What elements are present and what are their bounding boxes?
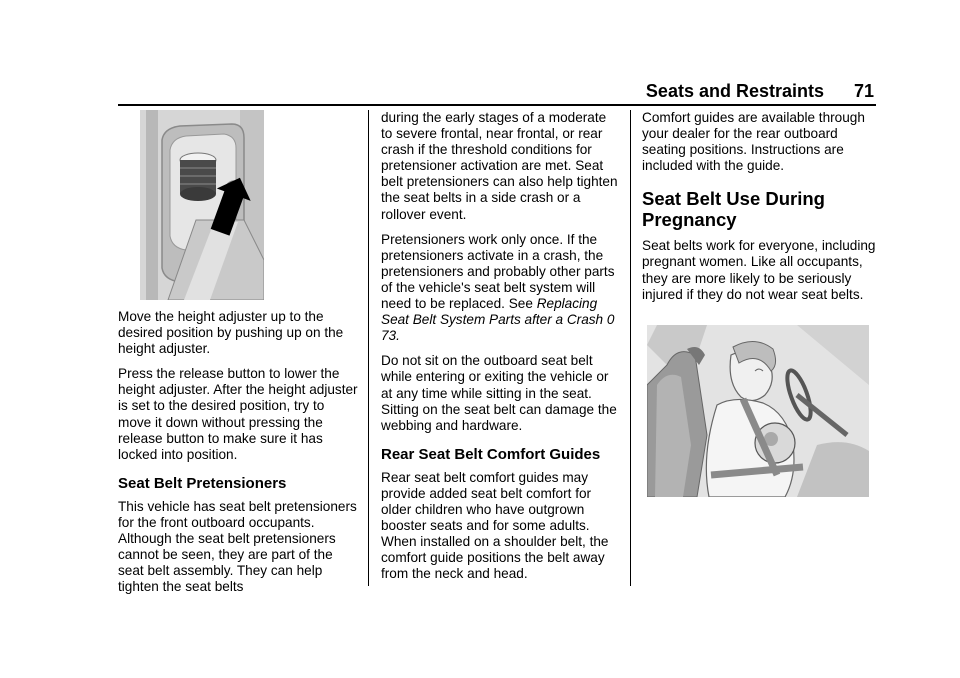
column-divider <box>630 110 631 586</box>
paragraph: This vehicle has seat belt pretensioners for the front outboard occupants. Although the seat belt pretensioners cannot be seen, they are part of the seat belt assembly. They can help tighten the seat belts <box>118 498 357 595</box>
section-heading: Seat Belt Pretensioners <box>118 474 287 492</box>
paragraph: Press the release button to lower the height adjuster. After the height adjuster is set to the desired position, try to move it down without pressing the release button to make sure it has locked into position. <box>118 366 358 462</box>
paragraph-text: Pretensioners work only once. If the pretensioners activate in a crash, the pretensioners and probably other parts of the vehicle's seat belt system will need to be replaced. See <box>381 231 615 312</box>
page-reference: 0 73. <box>381 312 615 344</box>
paragraph <box>381 232 619 345</box>
section-heading: Rear Seat Belt Comfort Guides <box>381 445 601 463</box>
page-header <box>118 80 876 106</box>
column-left <box>118 110 358 604</box>
section-heading: Seat Belt Use During Pregnancy <box>642 188 825 231</box>
pregnant-woman-seat-belt-illustration <box>647 325 869 497</box>
paragraph: during the early stages of a moderate to severe frontal, near frontal, or rear crash if the threshold conditions for pretensioner activation are met. Seat belt pretensioners can also help tighten the seat belts in a side crash or a rollover event. <box>381 110 618 222</box>
paragraph: Seat belts work for everyone, including pregnant women. Like all occupants, they are more likely to be seriously injured if they do not wear seat belts. <box>642 238 876 302</box>
paragraph: Comfort guides are available through your dealer for the rear outboard seating positions. Instructions are included with the guide. <box>642 110 865 174</box>
column-middle <box>381 110 619 591</box>
paragraph: Move the height adjuster up to the desired position by pushing up on the height adjuster. <box>118 309 344 357</box>
cross-reference-link[interactable]: Replacing Seat Belt System Parts after a Crash <box>381 296 604 328</box>
height-adjuster-illustration <box>140 110 264 300</box>
column-divider <box>368 110 369 586</box>
column-right <box>642 110 882 497</box>
paragraph: Do not sit on the outboard seat belt while entering or exiting the vehicle or at any time while sitting in the seat. Sitting on the seat belt can damage the webbing and hardware. <box>381 353 617 433</box>
page-number: 71 <box>853 81 874 101</box>
paragraph: Rear seat belt comfort guides may provide added seat belt comfort for older children who have outgrown booster seats and for some adults. When installed on a shoulder belt, the comfort guide positions the belt away from the neck and head. <box>381 469 609 582</box>
section-title: Seats and Restraints <box>645 81 824 101</box>
